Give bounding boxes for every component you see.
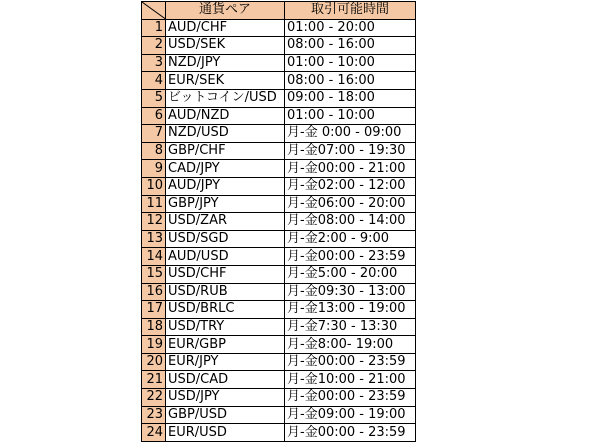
- row-number: 21: [142, 371, 166, 389]
- row-number: 24: [142, 424, 166, 442]
- row-number: 23: [142, 406, 166, 424]
- trading-hours-cell: 08:00 - 16:00: [285, 37, 416, 55]
- row-number: 16: [142, 283, 166, 301]
- trading-hours-table: [141, 1, 416, 442]
- row-number: 8: [142, 142, 166, 160]
- trading-hours-cell: 月-金00:00 - 23:59: [285, 248, 416, 266]
- trading-hours-cell: 01:00 - 20:00: [285, 19, 416, 37]
- table-row: [142, 406, 416, 424]
- table-row: [142, 160, 416, 178]
- row-number: 14: [142, 248, 166, 266]
- currency-pair-cell: AUD/JPY: [166, 177, 285, 195]
- row-number: 3: [142, 54, 166, 72]
- currency-pair-cell: GBP/JPY: [166, 195, 285, 213]
- table-row: [142, 177, 416, 195]
- currency-pair-cell: GBP/USD: [166, 406, 285, 424]
- header-trading-hours: 取引可能時間: [285, 2, 416, 20]
- table-row: [142, 424, 416, 442]
- table-row: [142, 301, 416, 319]
- currency-pair-cell: USD/BRLC: [166, 301, 285, 319]
- table-row: [142, 142, 416, 160]
- row-number: 2: [142, 37, 166, 55]
- row-number: 13: [142, 230, 166, 248]
- currency-pair-cell: USD/TRY: [166, 318, 285, 336]
- table-row: [142, 336, 416, 354]
- table-row: [142, 283, 416, 301]
- row-number: 11: [142, 195, 166, 213]
- table-row: [142, 318, 416, 336]
- row-number: 17: [142, 301, 166, 319]
- currency-pair-cell: USD/CAD: [166, 371, 285, 389]
- currency-pair-cell: USD/JPY: [166, 389, 285, 407]
- trading-hours-cell: 月-金00:00 - 23:59: [285, 353, 416, 371]
- currency-pair-cell: EUR/JPY: [166, 353, 285, 371]
- trading-hours-cell: 月-金00:00 - 23:59: [285, 389, 416, 407]
- row-number: 15: [142, 265, 166, 283]
- row-number: 4: [142, 72, 166, 90]
- trading-hours-cell: 月-金13:00 - 19:00: [285, 301, 416, 319]
- currency-pair-cell: AUD/CHF: [166, 19, 285, 37]
- table-row: [142, 248, 416, 266]
- table-row: [142, 72, 416, 90]
- trading-hours-cell: 月-金2:00 - 9:00: [285, 230, 416, 248]
- table-row: [142, 54, 416, 72]
- currency-pair-cell: EUR/USD: [166, 424, 285, 442]
- header-row: [142, 2, 416, 20]
- trading-hours-cell: 月-金02:00 - 12:00: [285, 177, 416, 195]
- row-number: 12: [142, 213, 166, 231]
- currency-pair-cell: AUD/USD: [166, 248, 285, 266]
- table-row: [142, 213, 416, 231]
- trading-hours-cell: 01:00 - 10:00: [285, 54, 416, 72]
- trading-hours-cell: 月-金07:00 - 19:30: [285, 142, 416, 160]
- currency-pair-cell: EUR/GBP: [166, 336, 285, 354]
- row-number: 22: [142, 389, 166, 407]
- table-row: [142, 371, 416, 389]
- currency-pair-cell: CAD/JPY: [166, 160, 285, 178]
- currency-pair-cell: NZD/USD: [166, 125, 285, 143]
- table-row: [142, 353, 416, 371]
- table-row: [142, 107, 416, 125]
- currency-pair-cell: GBP/CHF: [166, 142, 285, 160]
- trading-hours-cell: 01:00 - 10:00: [285, 107, 416, 125]
- diagonal-line-icon: [142, 2, 165, 19]
- row-number: 5: [142, 89, 166, 107]
- trading-hours-cell: 08:00 - 16:00: [285, 72, 416, 90]
- trading-hours-cell: 月-金7:30 - 13:30: [285, 318, 416, 336]
- row-number: 6: [142, 107, 166, 125]
- row-number: 20: [142, 353, 166, 371]
- currency-pair-cell: USD/SEK: [166, 37, 285, 55]
- row-number: 9: [142, 160, 166, 178]
- currency-pair-cell: AUD/NZD: [166, 107, 285, 125]
- trading-hours-cell: 月-金00:00 - 23:59: [285, 424, 416, 442]
- currency-pair-cell: EUR/SEK: [166, 72, 285, 90]
- trading-hours-cell: 月-金09:00 - 19:00: [285, 406, 416, 424]
- trading-hours-cell: 月-金06:00 - 20:00: [285, 195, 416, 213]
- table-row: [142, 230, 416, 248]
- currency-pair-cell: USD/ZAR: [166, 213, 285, 231]
- trading-hours-cell: 月-金 0:00 - 09:00: [285, 125, 416, 143]
- trading-hours-cell: 月-金8:00- 19:00: [285, 336, 416, 354]
- trading-hours-cell: 月-金10:00 - 21:00: [285, 371, 416, 389]
- row-number: 1: [142, 19, 166, 37]
- row-number: 10: [142, 177, 166, 195]
- table-row: [142, 195, 416, 213]
- currency-pair-cell: USD/RUB: [166, 283, 285, 301]
- trading-hours-cell: 月-金09:30 - 13:00: [285, 283, 416, 301]
- row-number: 19: [142, 336, 166, 354]
- trading-hours-cell: 09:00 - 18:00: [285, 89, 416, 107]
- table-row: [142, 89, 416, 107]
- trading-hours-cell: 月-金08:00 - 14:00: [285, 213, 416, 231]
- header-currency-pair: 通貨ペア: [166, 2, 285, 20]
- row-number: 7: [142, 125, 166, 143]
- table-row: [142, 37, 416, 55]
- table-row: [142, 19, 416, 37]
- trading-hours-cell: 月-金00:00 - 21:00: [285, 160, 416, 178]
- currency-pair-cell: ビットコイン/USD: [166, 89, 285, 107]
- currency-pair-cell: NZD/JPY: [166, 54, 285, 72]
- row-number: 18: [142, 318, 166, 336]
- corner-cell: [142, 2, 166, 20]
- table-row: [142, 125, 416, 143]
- currency-pair-cell: USD/CHF: [166, 265, 285, 283]
- table-row: [142, 389, 416, 407]
- currency-pair-cell: USD/SGD: [166, 230, 285, 248]
- table-row: [142, 265, 416, 283]
- trading-hours-cell: 月-金5:00 - 20:00: [285, 265, 416, 283]
